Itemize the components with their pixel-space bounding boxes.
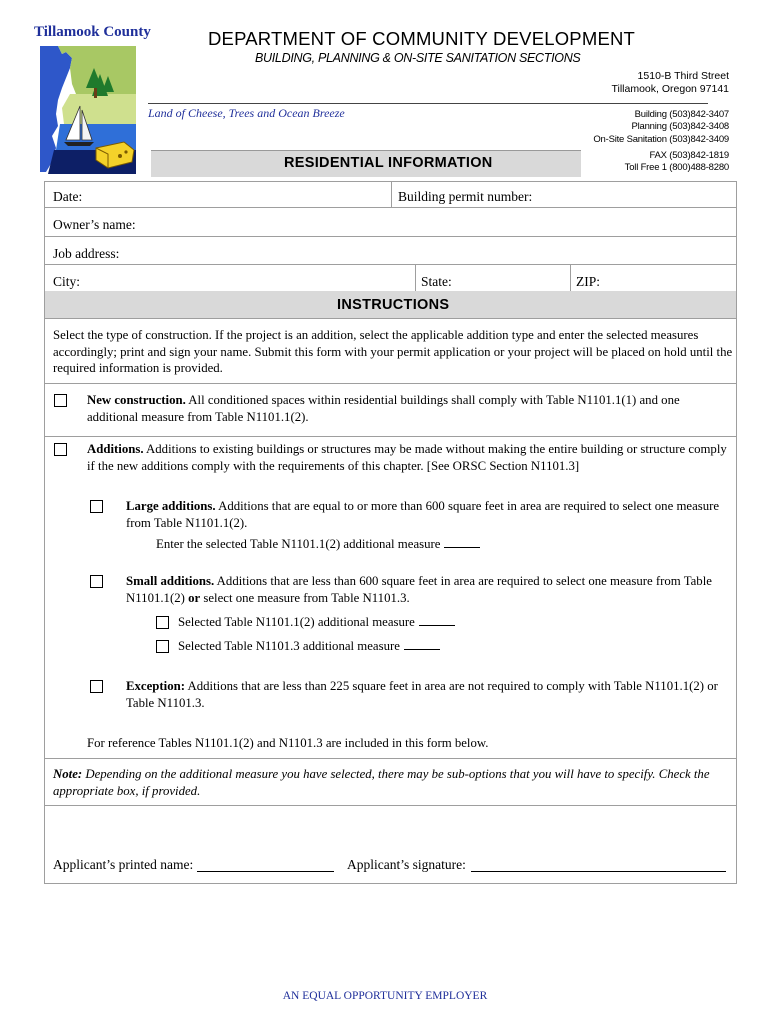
state-label: State:	[421, 274, 452, 289]
small-additions-item	[126, 573, 731, 606]
permit-number-label: Building permit number:	[398, 189, 533, 204]
sections-subtitle: BUILDING, PLANNING & ON-SITE SANITATION SECTIONS	[255, 51, 581, 65]
department-title: DEPARTMENT OF COMMUNITY DEVELOPMENT	[208, 28, 636, 49]
city-label: City:	[53, 274, 81, 289]
small-option1-field[interactable]	[419, 615, 455, 626]
county-name: Tillamook County	[34, 24, 151, 40]
new-construction-text: All conditioned spaces within residential buildings shall comply with Table N1101.1(1) and one additional measure from Table N1101.1(2).	[87, 393, 680, 424]
county-map-logo-icon	[36, 44, 146, 176]
small-additions-text-a: Additions that are less than 600 square feet in area are required to select one measure from Table N1101.1(2)	[126, 574, 712, 605]
note-block	[53, 766, 729, 799]
owner-name-label: Owner’s name:	[53, 217, 136, 232]
signature-label: Applicant’s signature:	[347, 857, 466, 872]
county-tagline: Land of Cheese, Trees and Ocean Breeze	[148, 106, 345, 120]
header-divider	[148, 103, 708, 104]
residential-info-title: RESIDENTIAL INFORMATION	[284, 155, 493, 171]
exception-text: Additions that are less than 225 square feet in area are not required to comply with Table N1101.1(2) or Table N1101.3.	[126, 679, 718, 710]
phone-sanitation: On-Site Sanitation (503)842-3409	[593, 134, 729, 145]
small-option2-label: Selected Table N1101.3 additional measure	[178, 639, 400, 653]
large-additions-item	[126, 498, 726, 531]
small-option1	[178, 614, 455, 631]
phone-planning: Planning (503)842-3408	[631, 121, 729, 132]
large-measure-label: Enter the selected Table N1101.1(2) additional measure	[156, 537, 441, 551]
exception-label: Exception:	[126, 679, 186, 693]
small-option1-checkbox[interactable]	[156, 616, 169, 629]
small-option2-field[interactable]	[404, 639, 440, 650]
address-city: Tillamook, Oregon 97141	[611, 83, 729, 95]
date-label: Date:	[53, 189, 83, 204]
instructions-title: INSTRUCTIONS	[337, 297, 450, 313]
small-additions-text-b: select one measure from Table N1101.3.	[200, 590, 410, 605]
equal-opportunity-footer: AN EQUAL OPPORTUNITY EMPLOYER	[282, 990, 488, 1002]
large-additions-text: Additions that are equal to or more than 600 square feet in area are required to select one measure from Table N1101.1(2).	[126, 499, 720, 530]
reference-note: For reference Tables N1101.1(2) and N1101.3 are included in this form below.	[87, 736, 489, 750]
large-additions-measure	[156, 536, 480, 553]
exception-checkbox[interactable]	[90, 680, 103, 693]
note-label: Note:	[53, 767, 83, 781]
printed-name-label: Applicant’s printed name:	[53, 857, 194, 872]
small-option1-label: Selected Table N1101.1(2) additional measure	[178, 615, 415, 629]
small-option2	[178, 638, 440, 655]
additions-item	[87, 441, 733, 474]
residential-form	[44, 181, 737, 884]
small-option2-checkbox[interactable]	[156, 640, 169, 653]
exception-item	[126, 678, 726, 711]
signature-field[interactable]	[471, 871, 726, 872]
phone-building: Building (503)842-3407	[634, 109, 729, 120]
small-additions-label: Small additions.	[126, 574, 215, 588]
large-measure-field[interactable]	[444, 537, 480, 548]
phone-fax: FAX (503)842-1819	[649, 150, 729, 161]
small-additions-or: or	[188, 590, 201, 605]
new-construction-checkbox[interactable]	[54, 394, 67, 407]
additions-label: Additions.	[87, 442, 144, 456]
zip-label: ZIP:	[576, 274, 601, 289]
new-construction-item	[87, 392, 733, 425]
job-address-label: Job address:	[53, 246, 120, 261]
additions-checkbox[interactable]	[54, 443, 67, 456]
address-street: 1510-B Third Street	[637, 70, 729, 82]
instructions-text: Select the type of construction. If the project is an addition, select the applicable addition type and enter the selected measures accordingly; print and sign your name. Submit this form with your permit application or your project will be placed on hold until the required information is provided.	[53, 328, 733, 375]
additions-text: Additions to existing buildings or structures may be made without making the entire building or structure comply if the new additions comply with the requirements of this chapter. [See ORSC Section N1101.3]	[87, 442, 727, 473]
phone-toll-free: Toll Free 1 (800)488-8280	[624, 162, 729, 173]
large-additions-label: Large additions.	[126, 499, 216, 513]
small-additions-checkbox[interactable]	[90, 575, 103, 588]
new-construction-label: New construction.	[87, 393, 186, 407]
large-additions-checkbox[interactable]	[90, 500, 103, 513]
note-text: Depending on the additional measure you have selected, there may be sub-options that you will have to specify. Check the appropriate box, if provided.	[53, 767, 710, 798]
printed-name-field[interactable]	[197, 871, 334, 872]
